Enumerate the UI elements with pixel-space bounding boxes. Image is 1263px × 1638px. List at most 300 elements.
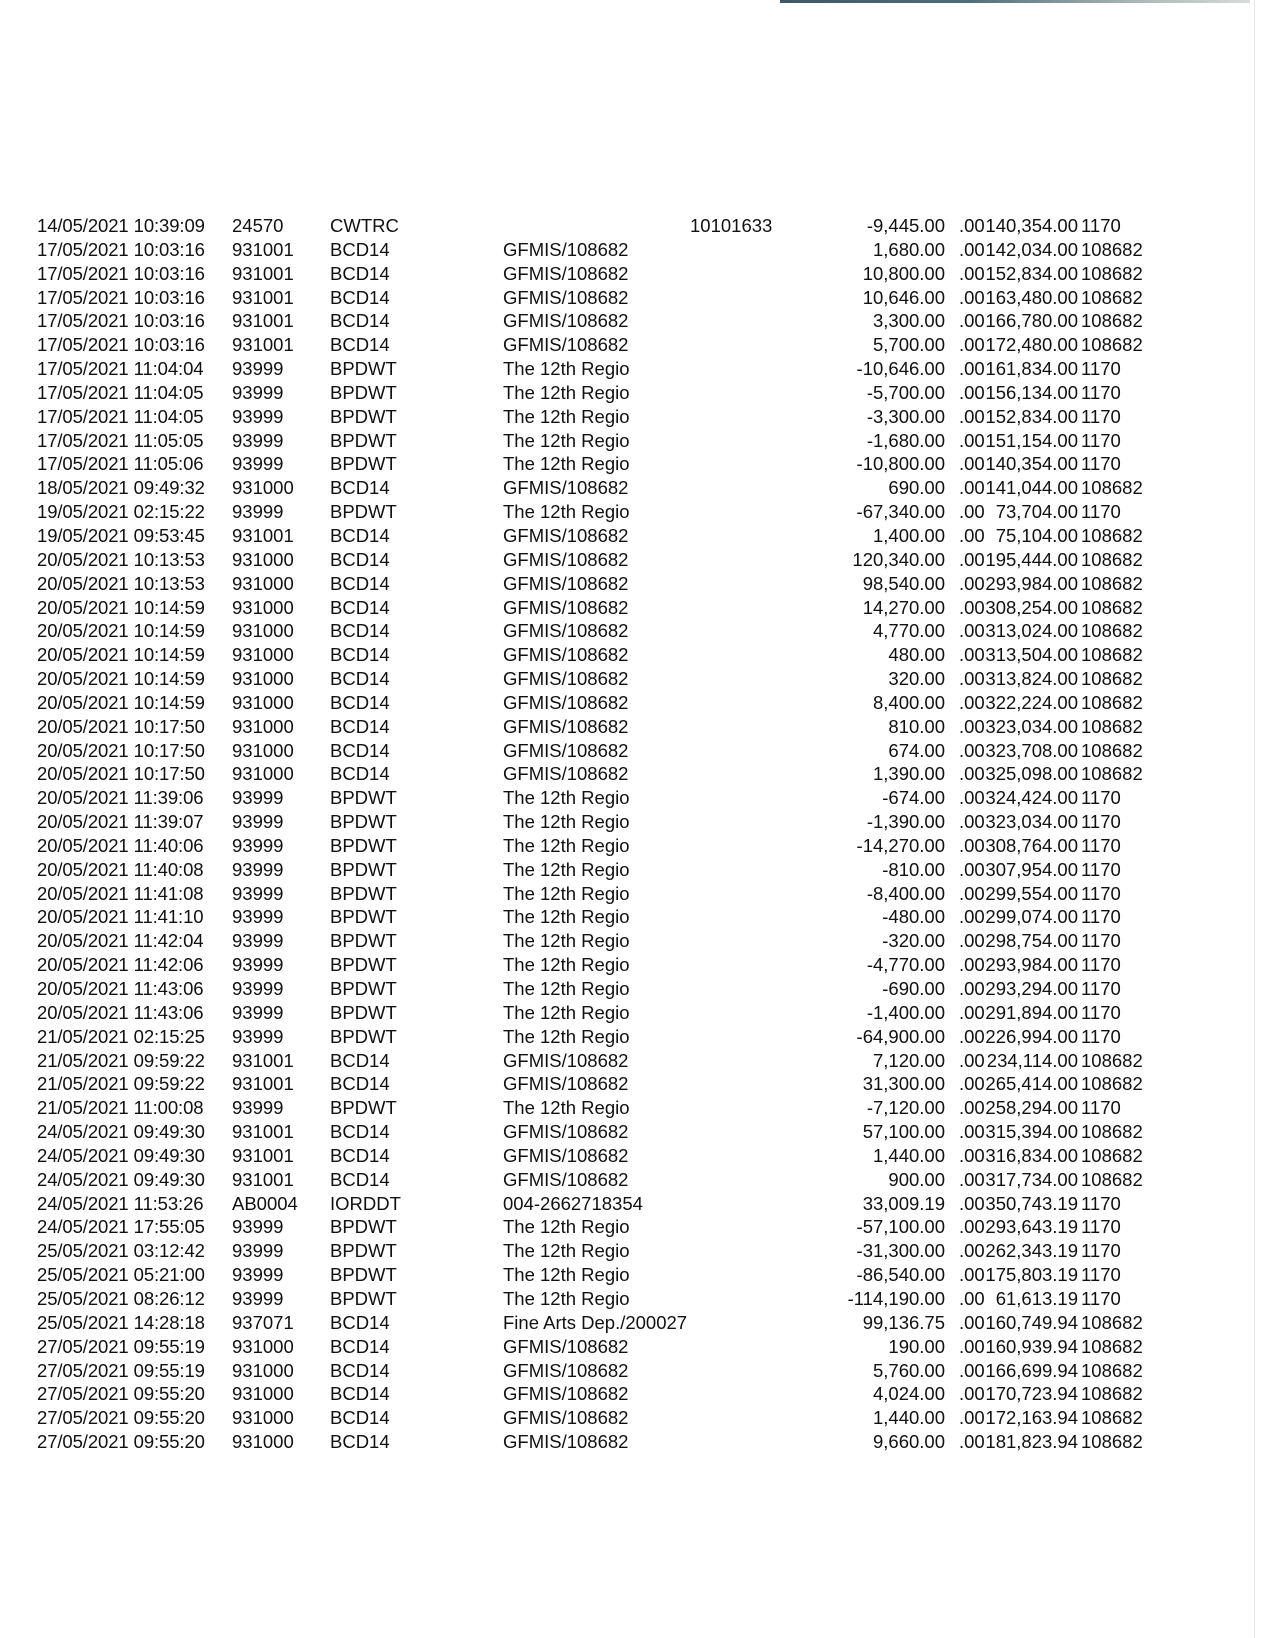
row-zero-amount: .00: [959, 1359, 985, 1381]
row-description: The 12th Regio: [503, 453, 630, 475]
row-description: The 12th Regio: [503, 405, 630, 427]
row-zero-amount: .00: [959, 1264, 985, 1286]
row-datetime: 20/05/2021 11:39:06: [37, 787, 204, 809]
table-row: [0, 309, 1263, 333]
row-description: The 12th Regio: [503, 1216, 630, 1238]
row-datetime: 17/05/2021 11:05:06: [37, 453, 204, 475]
row-description: The 12th Regio: [503, 811, 630, 833]
row-zero-amount: .00: [959, 787, 985, 809]
row-reference: 10101633: [690, 215, 773, 236]
row-datetime: 27/05/2021 09:55:20: [37, 1407, 205, 1429]
row-datetime: 21/05/2021 02:15:25: [37, 1025, 205, 1047]
row-datetime: 24/05/2021 09:49:30: [37, 1144, 205, 1166]
row-description: GFMIS/108682: [503, 1073, 629, 1095]
row-datetime: 20/05/2021 10:14:59: [37, 668, 205, 690]
row-type: IORDDT: [330, 1192, 401, 1214]
row-code: 931000: [232, 1383, 294, 1405]
row-balance: 170,723.94: [985, 1383, 1078, 1405]
row-description: 004-2662718354: [503, 1192, 643, 1214]
row-account: 108682: [1081, 763, 1143, 785]
row-zero-amount: .00: [959, 405, 985, 427]
row-type: BCD14: [330, 1431, 390, 1453]
row-code: 93999: [232, 1287, 284, 1309]
row-datetime: 20/05/2021 11:43:06: [37, 1001, 204, 1023]
row-type: BPDWT: [330, 358, 397, 380]
row-amount: 4,770.00: [872, 620, 945, 642]
row-type: BCD14: [330, 644, 390, 666]
row-type: BPDWT: [330, 930, 397, 952]
row-code: 93999: [232, 906, 284, 928]
row-description: GFMIS/108682: [503, 1335, 629, 1357]
row-datetime: 24/05/2021 17:55:05: [37, 1216, 205, 1238]
row-amount: 5,760.00: [872, 1359, 945, 1381]
row-account: 108682: [1081, 524, 1143, 546]
row-description: GFMIS/108682: [503, 763, 629, 785]
row-description: The 12th Regio: [503, 381, 630, 403]
table-row: [0, 786, 1263, 810]
row-datetime: 17/05/2021 11:04:05: [37, 381, 204, 403]
row-zero-amount: .00: [959, 286, 985, 308]
row-code: 931001: [232, 1121, 294, 1143]
table-row: [0, 977, 1263, 1001]
row-type: BPDWT: [330, 811, 397, 833]
row-datetime: 20/05/2021 10:14:59: [37, 596, 205, 618]
row-balance: 61,613.19: [995, 1287, 1078, 1309]
row-datetime: 24/05/2021 09:49:30: [37, 1168, 205, 1190]
row-amount: -1,680.00: [866, 429, 945, 451]
row-zero-amount: .00: [959, 1383, 985, 1405]
row-zero-amount: .00: [959, 620, 985, 642]
row-amount: 7,120.00: [872, 1049, 945, 1071]
row-account: 108682: [1081, 1049, 1143, 1071]
row-description: GFMIS/108682: [503, 572, 629, 594]
row-account: 108682: [1081, 334, 1143, 356]
row-account: 1170: [1081, 381, 1121, 403]
row-account: 108682: [1081, 715, 1143, 737]
row-datetime: 24/05/2021 09:49:30: [37, 1121, 205, 1143]
row-account: 1170: [1081, 405, 1121, 427]
row-account: 108682: [1081, 1383, 1143, 1405]
row-code: 931001: [232, 1144, 294, 1166]
row-description: GFMIS/108682: [503, 1359, 629, 1381]
row-code: 93999: [232, 1025, 284, 1047]
row-zero-amount: .00: [959, 691, 985, 713]
row-balance: 163,480.00: [985, 286, 1078, 308]
row-account: 1170: [1081, 834, 1121, 856]
row-balance: 166,699.94: [985, 1359, 1078, 1381]
row-description: GFMIS/108682: [503, 1168, 629, 1190]
table-row: [0, 1025, 1263, 1049]
row-code: 93999: [232, 358, 284, 380]
row-datetime: 20/05/2021 11:39:07: [37, 811, 204, 833]
row-zero-amount: .00: [959, 1335, 985, 1357]
row-datetime: 20/05/2021 11:42:04: [37, 930, 204, 952]
row-code: 931001: [232, 1168, 294, 1190]
row-amount: 10,800.00: [862, 262, 945, 284]
row-balance: 152,834.00: [985, 262, 1078, 284]
row-account: 108682: [1081, 1407, 1143, 1429]
row-description: The 12th Regio: [503, 1264, 630, 1286]
row-type: BCD14: [330, 596, 390, 618]
row-amount: 1,400.00: [872, 524, 945, 546]
row-balance: 323,034.00: [985, 715, 1078, 737]
table-row: [0, 810, 1263, 834]
row-balance: 307,954.00: [985, 858, 1078, 880]
row-type: BCD14: [330, 1311, 390, 1333]
row-zero-amount: .00: [959, 644, 985, 666]
row-amount: 320.00: [888, 668, 945, 690]
row-code: 931001: [232, 524, 294, 546]
row-balance: 172,163.94: [985, 1407, 1078, 1429]
row-description: GFMIS/108682: [503, 548, 629, 570]
row-type: BCD14: [330, 524, 390, 546]
row-account: 1170: [1081, 954, 1121, 976]
row-type: BCD14: [330, 739, 390, 761]
row-datetime: 25/05/2021 08:26:12: [37, 1287, 205, 1309]
row-balance: 323,034.00: [985, 811, 1078, 833]
table-row: [0, 643, 1263, 667]
row-account: 1170: [1081, 1240, 1121, 1262]
row-account: 108682: [1081, 1168, 1143, 1190]
row-datetime: 20/05/2021 10:14:59: [37, 620, 205, 642]
row-code: 931000: [232, 1359, 294, 1381]
row-balance: 316,834.00: [985, 1144, 1078, 1166]
row-type: BCD14: [330, 1073, 390, 1095]
row-account: 108682: [1081, 572, 1143, 594]
row-datetime: 20/05/2021 10:14:59: [37, 644, 205, 666]
row-zero-amount: .00: [959, 238, 985, 260]
row-zero-amount: .00: [959, 834, 985, 856]
row-zero-amount: .00: [959, 310, 985, 332]
row-datetime: 21/05/2021 09:59:22: [37, 1073, 205, 1095]
row-amount: 98,540.00: [862, 572, 945, 594]
row-amount: 1,390.00: [872, 763, 945, 785]
row-account: 1170: [1081, 978, 1121, 999]
row-description: The 12th Regio: [503, 930, 630, 952]
row-account: 108682: [1081, 620, 1143, 642]
row-zero-amount: .00: [959, 763, 985, 785]
row-account: 1170: [1081, 787, 1121, 809]
row-type: BPDWT: [330, 405, 397, 427]
row-balance: 151,154.00: [985, 429, 1078, 451]
row-account: 1170: [1081, 1287, 1121, 1309]
row-description: GFMIS/108682: [503, 286, 629, 308]
row-amount: 810.00: [888, 715, 945, 737]
table-row: [0, 572, 1263, 596]
row-balance: 141,044.00: [985, 477, 1078, 499]
row-amount: 480.00: [888, 644, 945, 666]
row-zero-amount: .00: [959, 1407, 985, 1429]
row-amount: -674.00: [882, 787, 945, 809]
row-amount: 1,440.00: [872, 1407, 945, 1429]
row-code: 93999: [232, 381, 284, 403]
row-description: GFMIS/108682: [503, 691, 629, 713]
row-account: 108682: [1081, 1359, 1143, 1381]
row-amount: -5,700.00: [866, 381, 945, 403]
row-balance: 152,834.00: [985, 405, 1078, 427]
row-datetime: 17/05/2021 11:04:05: [37, 405, 204, 427]
row-code: 931000: [232, 477, 294, 499]
row-code: 93999: [232, 1240, 284, 1262]
table-row: [0, 953, 1263, 977]
row-amount: -64,900.00: [856, 1025, 945, 1047]
row-code: 931000: [232, 548, 294, 570]
row-description: GFMIS/108682: [503, 1383, 629, 1405]
row-type: BPDWT: [330, 954, 397, 976]
row-account: 1170: [1081, 1192, 1121, 1214]
table-row: [0, 1287, 1263, 1311]
row-zero-amount: .00: [959, 477, 985, 499]
row-balance: 293,294.00: [985, 978, 1078, 999]
row-description: The 12th Regio: [503, 954, 630, 976]
row-code: 931001: [232, 334, 294, 356]
row-account: 108682: [1081, 1431, 1143, 1453]
row-code: 931001: [232, 1049, 294, 1071]
row-type: BPDWT: [330, 1097, 397, 1119]
row-type: BPDWT: [330, 858, 397, 880]
row-code: 93999: [232, 405, 284, 427]
row-account: 108682: [1081, 644, 1143, 666]
row-account: 1170: [1081, 1025, 1121, 1047]
row-datetime: 21/05/2021 11:00:08: [37, 1097, 204, 1119]
table-row: [0, 1144, 1263, 1168]
row-amount: -9,445.00: [866, 215, 945, 236]
table-row: [0, 1406, 1263, 1430]
table-row: [0, 333, 1263, 357]
row-description: The 12th Regio: [503, 858, 630, 880]
row-datetime: 17/05/2021 11:05:05: [37, 429, 204, 451]
table-row: [0, 715, 1263, 739]
row-balance: 161,834.00: [985, 358, 1078, 380]
row-balance: 322,224.00: [985, 691, 1078, 713]
row-description: GFMIS/108682: [503, 334, 629, 356]
row-type: BCD14: [330, 715, 390, 737]
row-code: 931000: [232, 596, 294, 618]
row-code: 24570: [232, 215, 284, 236]
row-amount: 10,646.00: [862, 286, 945, 308]
row-datetime: 20/05/2021 10:13:53: [37, 548, 205, 570]
row-zero-amount: .00: [959, 668, 985, 690]
row-code: 931000: [232, 763, 294, 785]
table-row: [0, 1049, 1263, 1073]
row-code: 93999: [232, 954, 284, 976]
row-balance: 308,764.00: [985, 834, 1078, 856]
table-row: [0, 596, 1263, 620]
row-amount: -10,646.00: [856, 358, 945, 380]
row-zero-amount: .00: [959, 739, 985, 761]
scan-edge-artifact: [780, 0, 1250, 3]
row-code: 931000: [232, 1407, 294, 1429]
row-account: 1170: [1081, 453, 1121, 475]
row-zero-amount: .00: [959, 381, 985, 403]
row-datetime: 27/05/2021 09:55:19: [37, 1359, 205, 1381]
row-account: 1170: [1081, 1001, 1121, 1023]
row-zero-amount: .00: [959, 358, 985, 380]
row-type: BPDWT: [330, 1001, 397, 1023]
row-balance: 175,803.19: [985, 1264, 1078, 1286]
row-type: BPDWT: [330, 453, 397, 475]
row-type: BPDWT: [330, 787, 397, 809]
row-account: 1170: [1081, 429, 1121, 451]
table-row: [0, 1215, 1263, 1239]
row-code: 931000: [232, 1335, 294, 1357]
row-amount: 4,024.00: [872, 1383, 945, 1405]
row-type: BCD14: [330, 286, 390, 308]
row-code: 931000: [232, 644, 294, 666]
table-row: [0, 1359, 1263, 1383]
row-amount: 1,680.00: [872, 238, 945, 260]
row-account: 1170: [1081, 1264, 1121, 1286]
row-zero-amount: .00: [959, 1240, 985, 1262]
row-code: 93999: [232, 930, 284, 952]
row-datetime: 19/05/2021 02:15:22: [37, 501, 205, 523]
row-datetime: 17/05/2021 10:03:16: [37, 334, 205, 356]
row-datetime: 20/05/2021 11:40:06: [37, 834, 204, 856]
table-row: [0, 667, 1263, 691]
row-description: GFMIS/108682: [503, 644, 629, 666]
row-balance: 172,480.00: [985, 334, 1078, 356]
table-row: [0, 262, 1263, 286]
row-description: The 12th Regio: [503, 834, 630, 856]
row-type: BCD14: [330, 668, 390, 690]
row-amount: -7,120.00: [866, 1097, 945, 1119]
row-amount: 8,400.00: [872, 691, 945, 713]
row-account: 1170: [1081, 930, 1121, 952]
row-balance: 234,114.00: [986, 1049, 1078, 1071]
row-account: 1170: [1081, 858, 1121, 880]
row-datetime: 20/05/2021 10:17:50: [37, 763, 205, 785]
row-zero-amount: .00: [959, 215, 985, 236]
row-description: The 12th Regio: [503, 429, 630, 451]
transaction-ledger: [0, 214, 1263, 1454]
row-balance: 291,894.00: [985, 1001, 1078, 1023]
row-datetime: 20/05/2021 11:41:10: [37, 906, 204, 928]
row-description: The 12th Regio: [503, 358, 630, 380]
row-balance: 140,354.00: [985, 453, 1078, 475]
row-balance: 160,749.94: [985, 1311, 1078, 1333]
row-description: GFMIS/108682: [503, 524, 629, 546]
row-balance: 140,354.00: [985, 215, 1078, 236]
row-description: The 12th Regio: [503, 1287, 630, 1309]
table-row: [0, 357, 1263, 381]
row-account: 108682: [1081, 477, 1143, 499]
row-description: The 12th Regio: [503, 787, 630, 809]
table-row: [0, 1001, 1263, 1025]
table-row: [0, 762, 1263, 786]
row-description: The 12th Regio: [503, 501, 630, 523]
row-balance: 350,743.19: [985, 1192, 1078, 1214]
row-balance: 299,074.00: [985, 906, 1078, 928]
row-code: 931000: [232, 668, 294, 690]
row-zero-amount: .00: [959, 453, 985, 475]
row-zero-amount: .00: [959, 1192, 985, 1214]
row-amount: 900.00: [888, 1168, 945, 1190]
row-code: 931000: [232, 1431, 294, 1453]
row-amount: 57,100.00: [862, 1121, 945, 1143]
row-code: 93999: [232, 882, 284, 904]
row-zero-amount: .00: [959, 1049, 985, 1071]
row-code: 931001: [232, 238, 294, 260]
row-account: 108682: [1081, 1121, 1143, 1143]
row-amount: -3,300.00: [866, 405, 945, 427]
row-code: 93999: [232, 1097, 284, 1119]
row-code: 93999: [232, 429, 284, 451]
row-balance: 142,034.00: [985, 238, 1078, 260]
row-amount: -480.00: [882, 906, 945, 928]
row-zero-amount: .00: [959, 930, 985, 952]
row-zero-amount: .00: [959, 1431, 985, 1453]
row-type: BCD14: [330, 1049, 390, 1071]
row-amount: -690.00: [882, 978, 945, 999]
row-type: BPDWT: [330, 978, 397, 999]
row-amount: 190.00: [888, 1335, 945, 1357]
row-balance: 315,394.00: [985, 1121, 1078, 1143]
row-type: BPDWT: [330, 1264, 397, 1286]
row-balance: 313,024.00: [985, 620, 1078, 642]
row-datetime: 17/05/2021 10:03:16: [37, 262, 205, 284]
row-zero-amount: .00: [959, 906, 985, 928]
row-description: The 12th Regio: [503, 1240, 630, 1262]
row-zero-amount: .00: [959, 978, 985, 999]
row-account: 1170: [1081, 501, 1121, 523]
row-amount: -4,770.00: [866, 954, 945, 976]
row-amount: 674.00: [888, 739, 945, 761]
table-row: [0, 905, 1263, 929]
row-code: 931001: [232, 286, 294, 308]
row-datetime: 27/05/2021 09:55:20: [37, 1383, 205, 1405]
table-row: [0, 500, 1263, 524]
table-row: [0, 214, 1263, 238]
row-balance: 181,823.94: [985, 1431, 1078, 1453]
row-zero-amount: .00: [959, 596, 985, 618]
row-description: GFMIS/108682: [503, 620, 629, 642]
row-type: BCD14: [330, 1335, 390, 1357]
row-datetime: 20/05/2021 11:40:08: [37, 858, 204, 880]
row-datetime: 20/05/2021 11:43:06: [37, 978, 204, 999]
row-code: 93999: [232, 811, 284, 833]
row-code: 931001: [232, 1073, 294, 1095]
row-account: 108682: [1081, 310, 1143, 332]
row-type: BCD14: [330, 1407, 390, 1429]
table-row: [0, 1335, 1263, 1359]
row-datetime: 17/05/2021 10:03:16: [37, 286, 205, 308]
row-amount: -1,390.00: [866, 811, 945, 833]
table-row: [0, 476, 1263, 500]
row-amount: -57,100.00: [856, 1216, 945, 1238]
row-balance: 308,254.00: [985, 596, 1078, 618]
row-type: BCD14: [330, 477, 390, 499]
table-row: [0, 548, 1263, 572]
row-account: 108682: [1081, 739, 1143, 761]
row-description: The 12th Regio: [503, 1097, 630, 1119]
row-code: 931000: [232, 739, 294, 761]
row-description: GFMIS/108682: [503, 238, 629, 260]
row-amount: 31,300.00: [862, 1073, 945, 1095]
row-account: 1170: [1081, 358, 1121, 380]
row-account: 108682: [1081, 691, 1143, 713]
row-type: BPDWT: [330, 906, 397, 928]
row-datetime: 19/05/2021 09:53:45: [37, 524, 205, 546]
row-description: GFMIS/108682: [503, 1407, 629, 1429]
row-balance: 293,984.00: [985, 954, 1078, 976]
row-code: 931001: [232, 262, 294, 284]
row-balance: 298,754.00: [985, 930, 1078, 952]
row-balance: 226,994.00: [985, 1025, 1078, 1047]
row-account: 1170: [1081, 906, 1121, 928]
row-zero-amount: .00: [959, 262, 985, 284]
row-amount: 120,340.00: [852, 548, 945, 570]
table-row: [0, 381, 1263, 405]
